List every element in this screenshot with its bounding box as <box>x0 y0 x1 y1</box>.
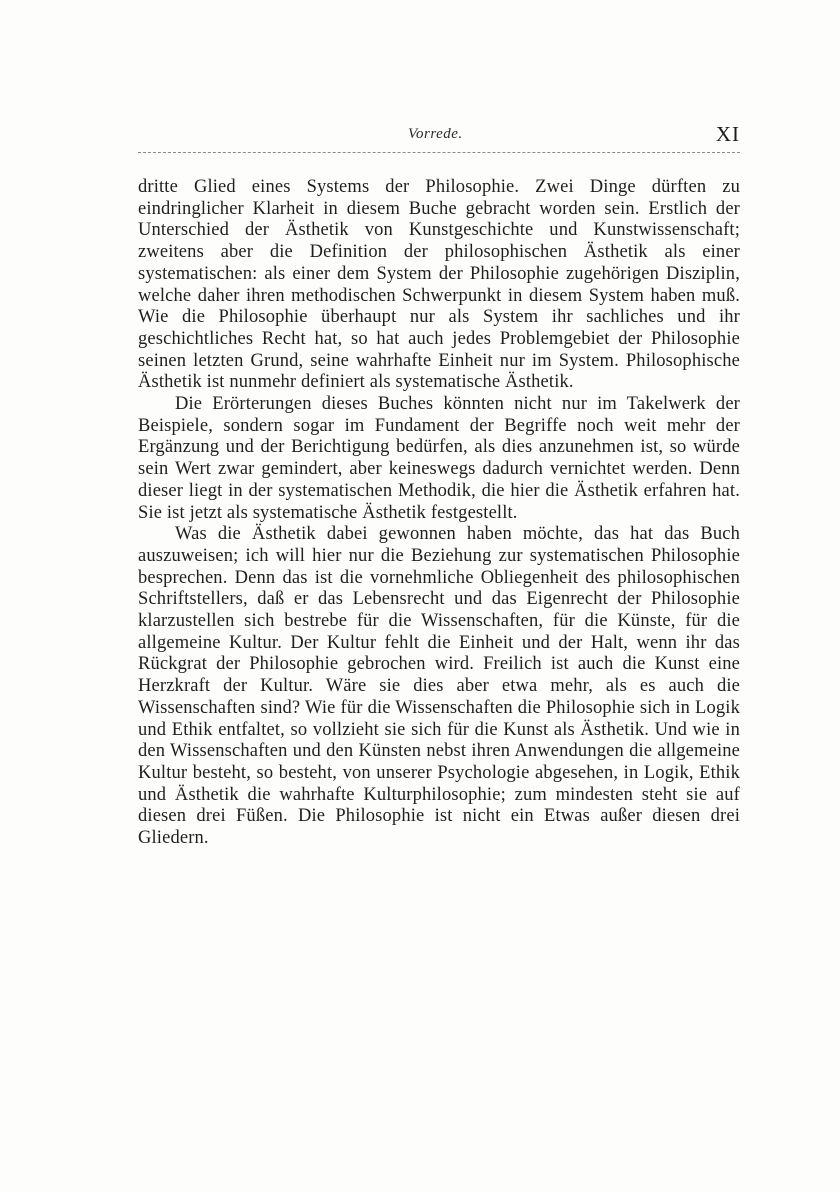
running-title: Vorrede. <box>408 126 463 142</box>
paragraph-2: Die Erörterungen dieses Buches könnten nicht nur im Takelwerk der Beispiele, sondern sogar im Fundament der Begriffe noch weit mehr der Ergänzung und der Berichtigung bedürfen, als dies anzunehmen ist, so würde sein Wert zwar gemindert, aber keineswegs dadurch vernichtet werden. Denn dieser liegt in der systematischen Methodik, die hier die Ästhetik erfahren hat. Sie ist jetzt als systematische Ästhetik festgestellt. <box>138 394 740 523</box>
paragraph-3: Was die Ästhetik dabei gewonnen haben möchte, das hat das Buch auszuweisen; ich will hier nur die Beziehung zur systematischen Philosophie besprechen. Denn das ist die vornehmliche Obliegenheit des philosophischen Schriftstellers, daß er das Lebensrecht und das Eigenrecht der Philosophie klarzustellen sich bestrebe für die Wissenschaften, für die Künste, für die allgemeine Kultur. Der Kultur fehlt die Einheit und der Halt, wenn ihr das Rückgrat der Philosophie gebrochen wird. Freilich ist auch die Kunst eine Herzkraft der Kultur. Wäre sie dies aber etwa mehr, als es auch die Wissenschaften sind? Wie für die Wissenschaften die Philosophie sich in Logik und Ethik entfaltet, so vollzieht sie sich für die Kunst als Ästhetik. Und wie in den Wissenschaften und den Künsten nebst ihren Anwendungen die allgemeine Kultur besteht, so besteht, von unserer Psychologie abgesehen, in Logik, Ethik und Ästhetik die wahrhafte Kulturphilosophie; zum mindesten steht sie auf diesen drei Füßen. Die Philosophie ist nicht ein Etwas außer diesen drei Gliedern. <box>138 524 740 849</box>
running-head <box>138 122 740 150</box>
header-divider <box>138 152 740 153</box>
body-text <box>138 177 740 850</box>
paragraph-1: dritte Glied eines Systems der Philosophie. Zwei Dinge dürften zu eindringlicher Klarheit in diesem Buche gebracht worden sein. Erstlich der Unterschied der Ästhetik von Kunstgeschichte und Kunstwissenschaft; zweitens aber die Definition der philosophischen Ästhetik als einer systematischen: als einer dem System der Philosophie zugehörigen Disziplin, welche daher ihren methodischen Schwerpunkt in diesem System haben muß. Wie die Philosophie überhaupt nur als System ihr sachliches und ihr geschichtliches Recht hat, so hat auch jedes Problemgebiet der Philosophie seinen letzten Grund, seine wahrhafte Einheit nur im System. Philosophische Ästhetik ist nunmehr definiert als systematische Ästhetik. <box>138 177 740 393</box>
page-number: XI <box>715 122 740 146</box>
